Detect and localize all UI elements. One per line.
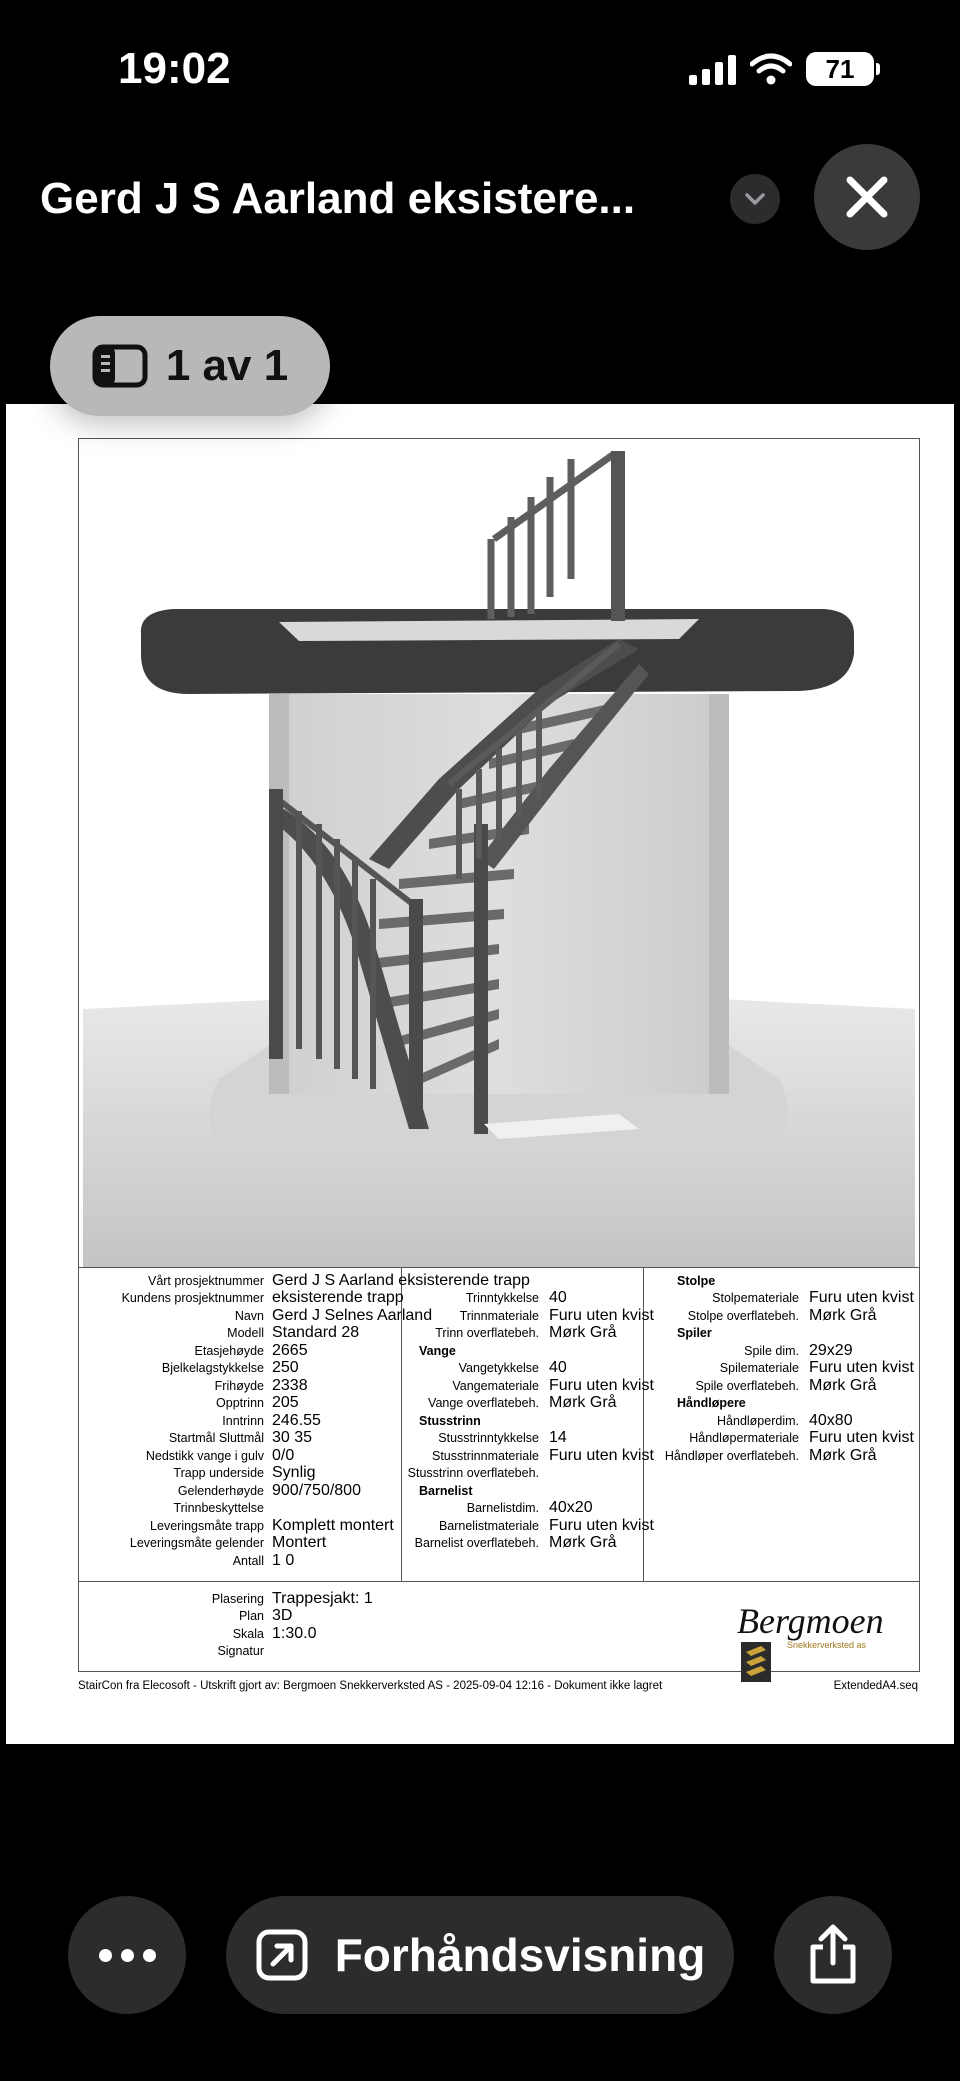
spec-label: Signatur xyxy=(217,1644,264,1658)
spec-label: Trinn overflatebeh. xyxy=(435,1326,539,1340)
spec-label: Trinntykkelse xyxy=(465,1291,539,1305)
document-title: Gerd J S Aarland eksistere... xyxy=(40,174,636,223)
bergmoen-logo xyxy=(737,1600,919,1683)
spec-label: Spilemateriale xyxy=(719,1361,799,1375)
spec-label: Navn xyxy=(234,1309,264,1323)
more-options-button[interactable] xyxy=(68,1896,186,2014)
spec-value: Mørk Grå xyxy=(549,1324,617,1341)
spec-value: Gerd J S Aarland eksisterende trapp xyxy=(272,1272,530,1289)
spec-value: 246.55 xyxy=(272,1412,321,1429)
stair-3d-render xyxy=(79,439,919,1267)
spec-section-heading: Håndløpere xyxy=(677,1396,746,1410)
spec-label: Inntrinn xyxy=(222,1414,264,1428)
spec-label: Vårt prosjektnummer xyxy=(147,1274,264,1288)
spec-value: Standard 28 xyxy=(272,1324,360,1341)
spec-value: Mørk Grå xyxy=(809,1307,877,1324)
spec-section-heading: Vange xyxy=(419,1344,456,1358)
status-bar xyxy=(0,0,960,140)
spec-value: 250 xyxy=(272,1359,299,1376)
spec-label: Kundens prosjektnummer xyxy=(121,1291,264,1305)
spec-value: Furu uten kvist xyxy=(549,1517,654,1534)
spec-label: Frihøyde xyxy=(214,1379,264,1393)
spec-value: 29x29 xyxy=(809,1342,853,1359)
spec-label: Vangetykkelse xyxy=(458,1361,539,1375)
status-icons xyxy=(689,52,880,86)
spec-value: 2338 xyxy=(272,1377,308,1394)
spec-label: Trinnmateriale xyxy=(459,1309,539,1323)
spec-label: Etasjehøyde xyxy=(194,1344,264,1358)
chevron-down-icon xyxy=(744,192,766,206)
spec-label: Leveringsmåte gelender xyxy=(129,1536,264,1550)
logo-name: Bergmoen xyxy=(737,1601,884,1641)
spec-value: 1 0 xyxy=(272,1552,295,1569)
page-count-label: 1 av 1 xyxy=(165,341,289,390)
close-icon xyxy=(842,172,892,222)
spec-value: Komplett montert xyxy=(272,1517,394,1534)
spec-label: Barnelistdim. xyxy=(466,1501,539,1515)
spec-section-heading: Stolpe xyxy=(677,1274,716,1288)
spec-label: Håndløper overflatebeh. xyxy=(664,1449,799,1463)
spec-value: Gerd J Selnes Aarland xyxy=(272,1307,433,1324)
template-name: ExtendedA4.seq xyxy=(833,1680,918,1692)
spec-label: Håndløpermateriale xyxy=(689,1431,799,1445)
spec-label: Plasering xyxy=(211,1592,264,1606)
preview-label: Forhåndsvisning xyxy=(334,1929,706,1981)
spec-value: Furu uten kvist xyxy=(809,1429,914,1446)
drawing-frame xyxy=(78,438,920,1672)
spec-label: Leveringsmåte trapp xyxy=(150,1519,264,1533)
spec-value: 40 xyxy=(549,1359,567,1376)
spec-value: 900/750/800 xyxy=(272,1482,361,1499)
spec-value: 1:30.0 xyxy=(272,1625,317,1642)
spec-label: Håndløperdim. xyxy=(717,1414,799,1428)
spec-value: Synlig xyxy=(272,1464,316,1481)
spec-value: 2665 xyxy=(272,1342,308,1359)
spec-value: Mørk Grå xyxy=(549,1394,617,1411)
open-in-preview-button[interactable] xyxy=(226,1896,734,2014)
spec-section-heading: Barnelist xyxy=(419,1484,473,1498)
spec-label: Startmål Sluttmål xyxy=(168,1431,264,1445)
spec-label: Spile dim. xyxy=(744,1344,799,1358)
battery-icon xyxy=(806,52,874,86)
spec-value: Mørk Grå xyxy=(809,1447,877,1464)
spec-label: Vangemateriale xyxy=(452,1379,539,1393)
spec-value: Furu uten kvist xyxy=(549,1307,654,1324)
document-footer: StairCon fra Elecosoft - Utskrift gjort av: Bergmoen Snekkerverksted AS - 2025-09-04 12:16 - Dokument ikke lagret xyxy=(78,1680,663,1692)
spec-label: Trapp underside xyxy=(173,1466,264,1480)
spec-label: Nedstikk vange i gulv xyxy=(145,1449,264,1463)
stair-spec-table xyxy=(79,1267,919,1582)
page-indicator[interactable] xyxy=(50,316,330,416)
spec-section-heading: Spiler xyxy=(677,1326,712,1340)
share-button[interactable] xyxy=(774,1896,892,2014)
logo-subtitle: Snekkerverksted as xyxy=(787,1640,867,1650)
spec-value: Furu uten kvist xyxy=(549,1377,654,1394)
share-icon xyxy=(805,1923,861,1987)
stair-illustration xyxy=(79,439,919,1267)
spec-value: 40x80 xyxy=(809,1412,853,1429)
spec-label: Skala xyxy=(232,1627,264,1641)
placement-box xyxy=(79,1581,919,1672)
spec-label: Gelenderhøyde xyxy=(177,1484,264,1498)
spec-label: Bjelkelagstykkelse xyxy=(161,1361,264,1375)
spec-label: Opptrinn xyxy=(216,1396,264,1410)
spec-value: 14 xyxy=(549,1429,567,1446)
spec-value: Mørk Grå xyxy=(809,1377,877,1394)
spec-label: Stolpe overflatebeh. xyxy=(687,1309,799,1323)
spec-value: 205 xyxy=(272,1394,299,1411)
spec-value: Montert xyxy=(272,1534,327,1551)
spec-value: eksisterende trapp xyxy=(272,1289,404,1306)
spec-label: Spile overflatebeh. xyxy=(695,1379,799,1393)
spec-label: Vange overflatebeh. xyxy=(428,1396,539,1410)
spec-label: Stusstrinnmateriale xyxy=(432,1449,539,1463)
spec-label: Stusstrinn overflatebeh. xyxy=(407,1466,539,1480)
spec-label: Stolpemateriale xyxy=(712,1291,799,1305)
spec-value: 3D xyxy=(272,1607,293,1624)
spec-label: Stusstrinntykkelse xyxy=(438,1431,539,1445)
close-button[interactable] xyxy=(814,144,920,250)
spec-value: Furu uten kvist xyxy=(809,1289,914,1306)
sidebar-icon xyxy=(92,344,148,388)
spec-section-heading: Stusstrinn xyxy=(419,1414,481,1428)
spec-label: Trinnbeskyttelse xyxy=(173,1501,264,1515)
spec-value: 40 xyxy=(549,1289,567,1306)
bottom-toolbar xyxy=(0,1890,960,2020)
spec-label: Modell xyxy=(227,1326,264,1340)
spec-label: Antall xyxy=(232,1554,264,1568)
open-external-icon xyxy=(255,1928,309,1982)
spec-value: Furu uten kvist xyxy=(549,1447,654,1464)
clock: 19:02 xyxy=(118,44,231,93)
logo-mark-icon xyxy=(741,1642,771,1682)
spec-value: 0/0 xyxy=(272,1447,295,1464)
spec-value: 40x20 xyxy=(549,1499,593,1516)
viewer-header xyxy=(0,140,960,260)
title-menu-button[interactable] xyxy=(730,174,780,224)
spec-value: 30 35 xyxy=(272,1429,313,1446)
spec-label: Plan xyxy=(238,1609,264,1623)
wifi-icon xyxy=(750,53,792,85)
cellular-signal-icon xyxy=(689,53,736,85)
battery-level: 71 xyxy=(825,53,855,84)
spec-label: Barnelist overflatebeh. xyxy=(414,1536,539,1550)
spec-value: Furu uten kvist xyxy=(809,1359,914,1376)
spec-value: Trappesjakt: 1 xyxy=(272,1590,373,1607)
spec-label: Barnelistmateriale xyxy=(438,1519,539,1533)
spec-value: Mørk Grå xyxy=(549,1534,617,1551)
document-page[interactable] xyxy=(6,404,954,1744)
